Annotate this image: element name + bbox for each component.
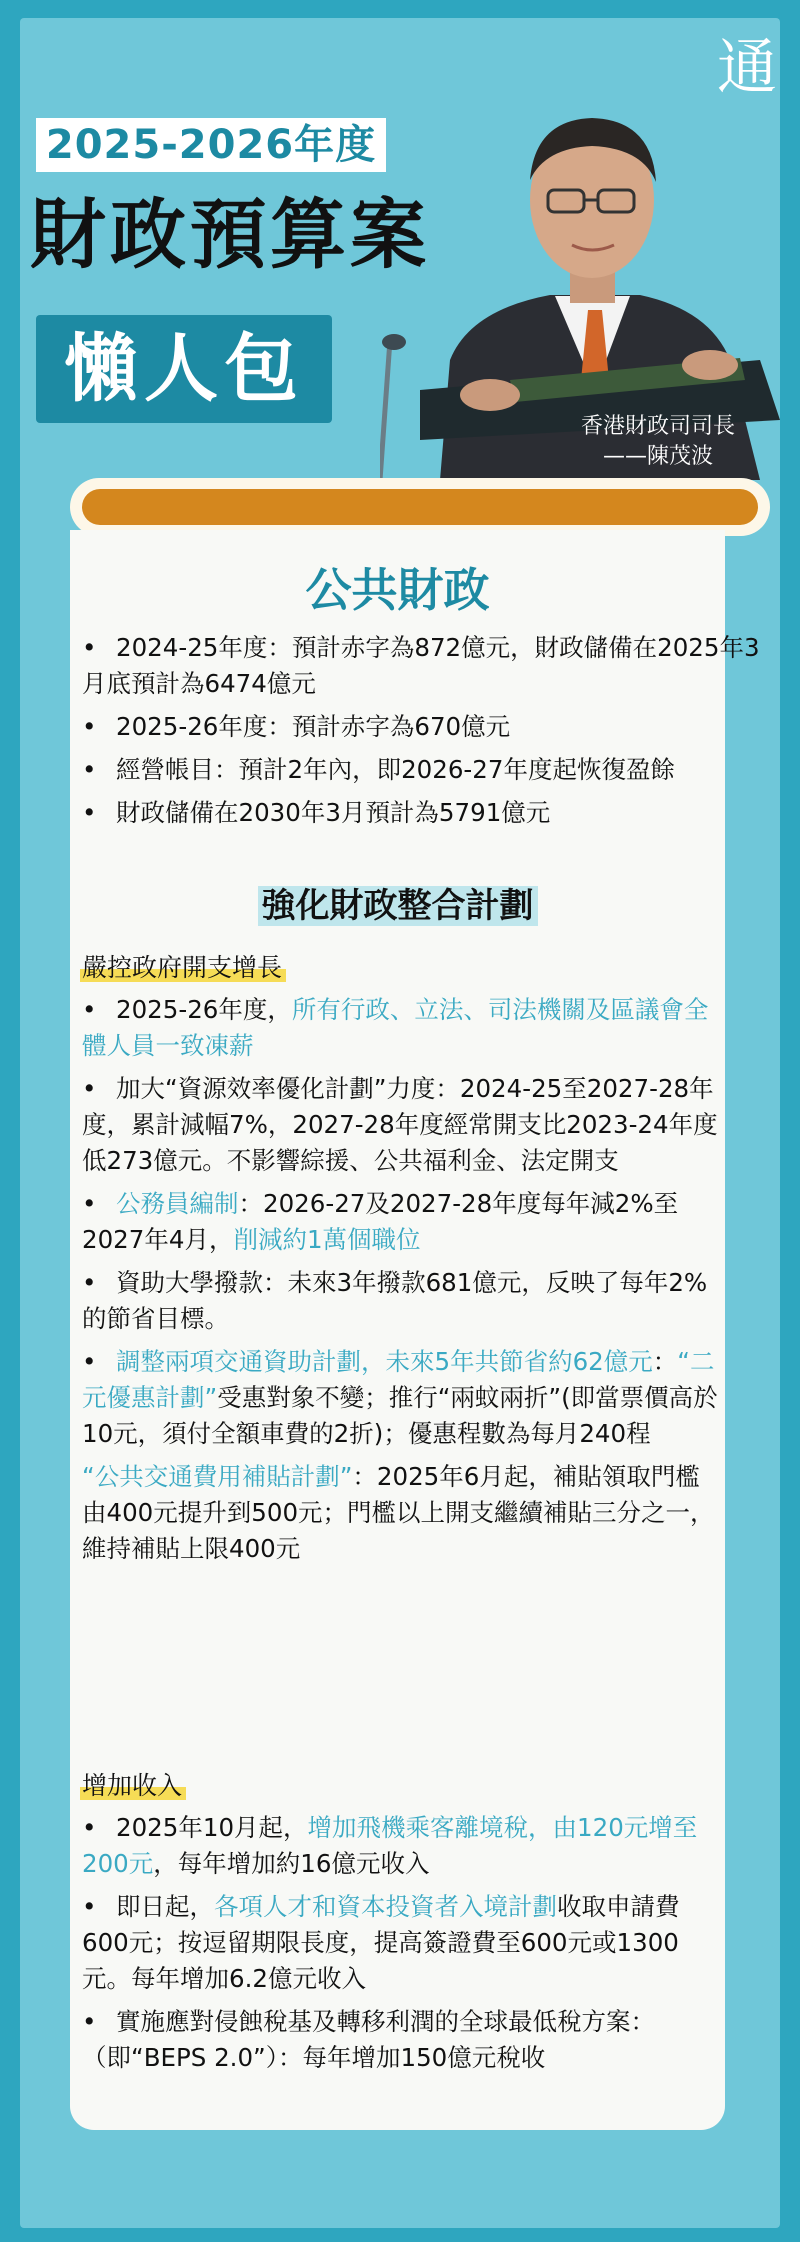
control-tag: 嚴控政府開支增長 [80,950,286,986]
logo: 通 [717,33,777,103]
list-item: • 2024-25年度：預計赤字為872億元，財政儲備在2025年3月底預計為6474億元 [82,633,760,698]
content-card [70,530,760,2130]
list-item: • 2025-26年度，所有行政、立法、司法機關及區議會全體人員一致凍薪 [82,995,709,1060]
list-item: • 公務員編制：2026-27及2027-28年度每年減2%至2027年4月，削減約1萬個職位 [82,1189,679,1254]
list-item: “公共交通費用補貼計劃”：2025年6月起，補貼領取門檻由400元提升到500元；門檻以上開支繼續補貼三分之一，維持補貼上限400元 [82,1462,715,1563]
budget-title: 財政預算案 [30,190,430,279]
consolidation-list [82,992,722,1574]
lazy-label-box [36,315,332,423]
list-item: • 即日起，各項人才和資本投資者入境計劃收取申請費600元；按逗留期限長度，提高簽證費至600元或1300元。每年增加6.2億元收入 [82,1892,680,1993]
list-item: • 經營帳目：預計2年內，即2026-27年度起恢復盈餘 [82,755,675,784]
list-item: • 加大“資源效率優化計劃”力度：2024-25至2027-28年度，累計減幅7%，2027-28年度經常開支比2023-24年度低273億元。不影響綜援、公共福利金、法定開支 [82,1074,718,1175]
caption-role: 香港財政司司長 [580,414,735,439]
caption-name: ——陳茂波 [602,444,713,469]
list-item: • 2025-26年度：預計赤字為670億元 [82,712,511,741]
revenue-list [82,1810,722,2083]
revenue-tag: 增加收入 [80,1768,186,1804]
divider-bar-fill [82,489,758,525]
photo-caption [548,412,768,472]
list-item: • 資助大學撥款：未來3年撥款681億元，反映了每年2%的節省目標。 [82,1268,708,1333]
divider-bar [70,478,770,536]
lazy-label: 懶人包 [64,326,304,412]
public-finance-title: 公共財政 [305,563,490,617]
list-item: • 實施應對侵蝕稅基及轉移利潤的全球最低稅方案：（即“BEPS 2.0”）：每年增加150億元稅收 [82,2007,655,2072]
public-finance-list [82,630,772,838]
list-item: • 調整兩項交通資助計劃，未來5年共節省約62億元：“二元優惠計劃”受惠對象不變；推行“兩蚊兩折”(即當票價高於10元，須付全額車費的2折)；優惠程數為每月240程 [82,1347,718,1448]
year-label: 2025-2026年度 [36,118,386,172]
consolidation-title: 強化財政整合計劃 [70,882,725,930]
list-item: • 2025年10月起，增加飛機乘客離境稅，由120元增至200元，每年增加約16億元收入 [82,1813,698,1878]
list-item: • 財政儲備在2030年3月預計為5791億元 [82,798,551,827]
